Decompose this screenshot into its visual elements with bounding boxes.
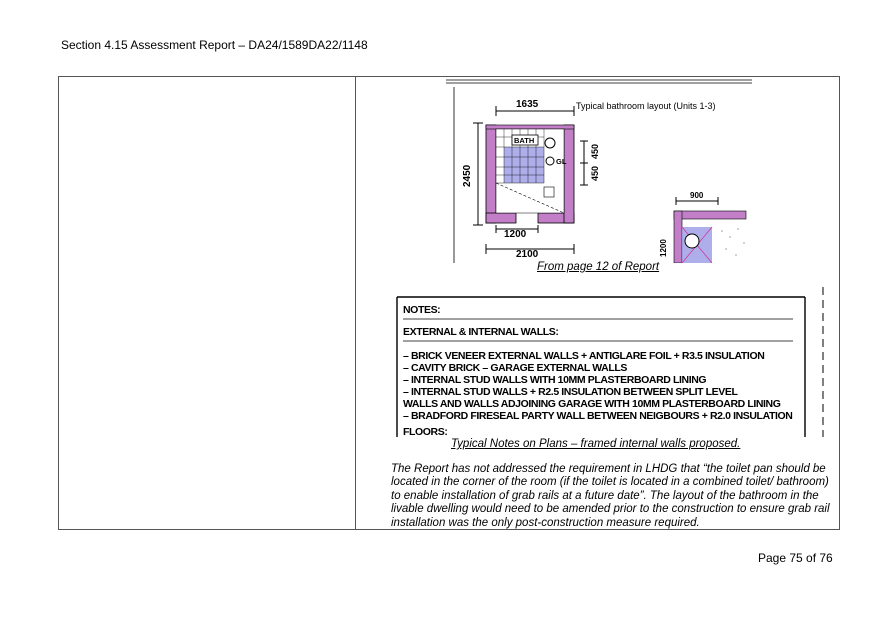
dim-left: 2450: [462, 164, 473, 187]
notes-line-5: WALLS AND WALLS ADJOINING GARAGE WITH 10MM PLASTERBOARD LINING: [403, 398, 781, 410]
content-table: [58, 76, 840, 530]
figure1-caption: From page 12 of Report: [537, 261, 660, 273]
dim-right-2: 450: [590, 165, 600, 181]
bathroom-plan-figure: [446, 79, 752, 263]
gl-label: GL: [556, 157, 567, 166]
plan-notes-figure: [395, 287, 835, 437]
dim-right-1: 450: [590, 143, 600, 159]
notes-floors: FLOORS:: [403, 426, 448, 437]
page-header: Section 4.15 Assessment Report – DA24/1589DA22/1148: [61, 38, 368, 52]
dim-bottom-2: 2100: [516, 249, 539, 260]
figure2-caption: Typical Notes on Plans – framed internal walls proposed.: [451, 438, 741, 450]
assessment-paragraph: The Report has not addressed the requirement in LHDG that “the toilet pan should be located in the corner of the room (if the toilet is located in a combined toilet/ bathroom) to enable installation of grab rails at a future date”. The layout of the bathroom in the livable dwelling would need to be amended prior to the construction to ensure grab rail installation was the only post-construction measure required.: [391, 463, 830, 529]
bath-label: BATH: [514, 136, 535, 145]
plan-notes-drawing: [395, 287, 835, 437]
notes-line-2: – CAVITY BRICK – GARAGE EXTERNAL WALLS: [403, 362, 627, 374]
dim-top: 1635: [516, 99, 539, 110]
notes-line-3: – INTERNAL STUD WALLS WITH 10MM PLASTERBOARD LINING: [403, 374, 707, 386]
plan-title: Typical bathroom layout (Units 1-3): [576, 101, 716, 111]
notes-heading: NOTES:: [403, 304, 441, 316]
notes-line-1: – BRICK VENEER EXTERNAL WALLS + ANTIGLARE FOIL + R3.5 INSULATION: [403, 350, 765, 362]
notes-line-4: – INTERNAL STUD WALLS + R2.5 INSULATION BETWEEN SPLIT LEVEL: [403, 386, 738, 398]
dim-bottom-1: 1200: [504, 229, 527, 240]
column-divider: [355, 77, 356, 529]
dim-small-1: 900: [690, 191, 704, 200]
page-number: Page 75 of 76: [758, 551, 833, 565]
dim-small-2: 1200: [659, 239, 668, 257]
bathroom-plan-drawing: [446, 79, 752, 263]
notes-line-6: – BRADFORD FIRESEAL PARTY WALL BETWEEN NEIGBOURS + R2.0 INSULATION: [403, 410, 793, 422]
notes-subheading: EXTERNAL & INTERNAL WALLS:: [403, 326, 559, 338]
